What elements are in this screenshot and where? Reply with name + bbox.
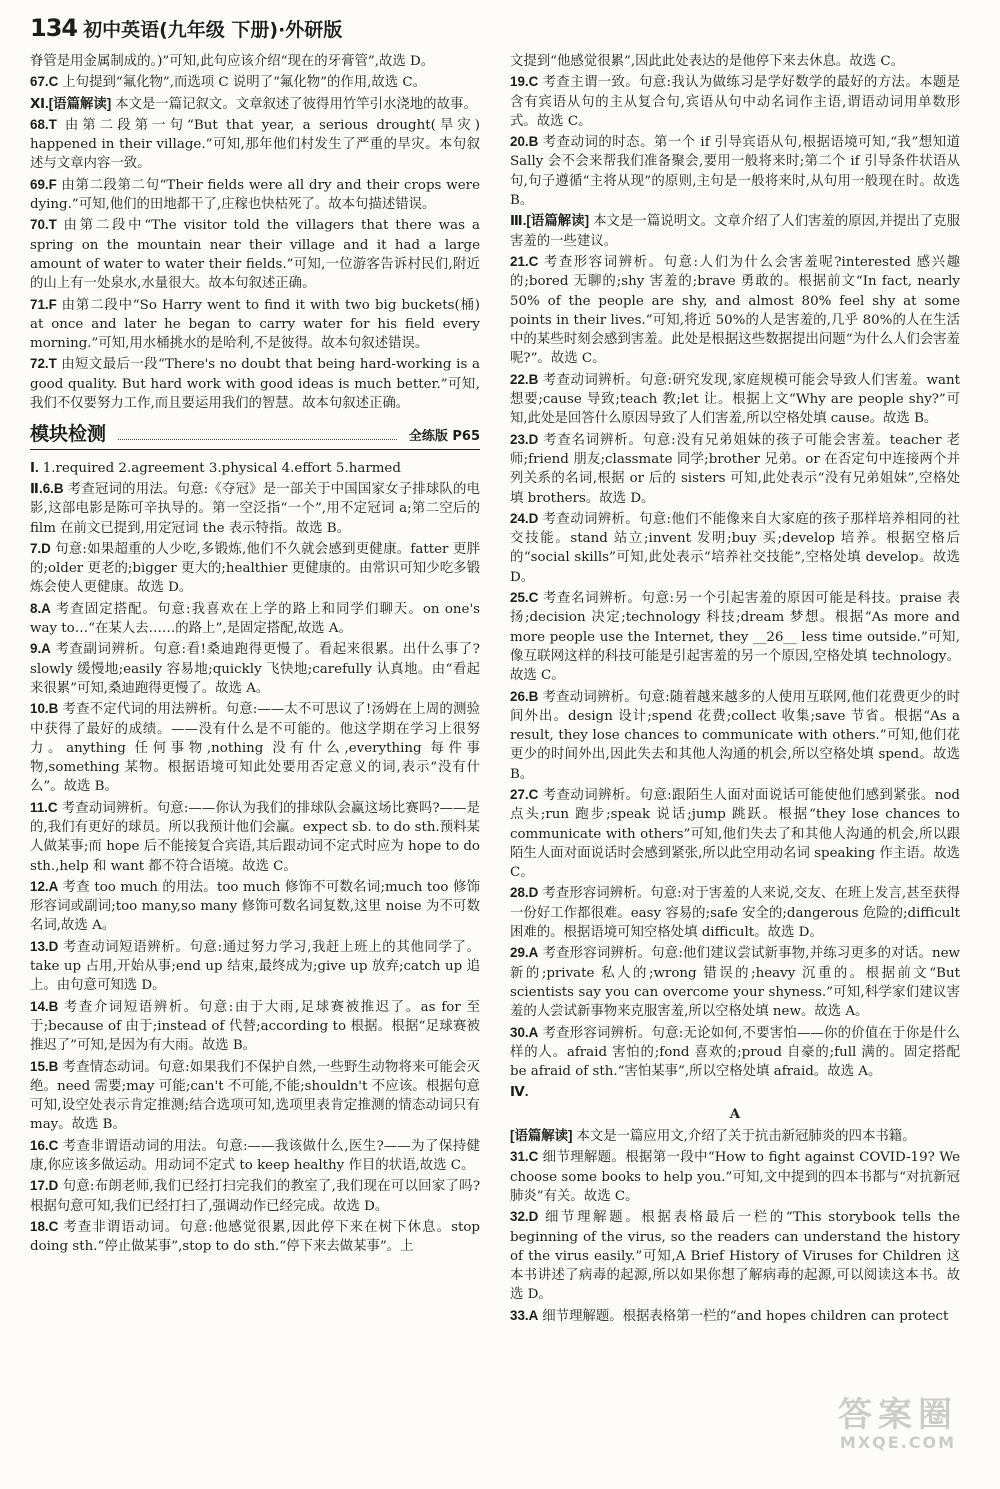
answer-entry: [30, 175, 480, 215]
answer-entry: [510, 1207, 960, 1304]
entry-number: 14.B: [30, 998, 59, 1014]
entry-number: 9.A: [30, 641, 51, 657]
entry-number: 28.D: [510, 885, 539, 901]
answer-entry: [30, 115, 480, 174]
answer-entry: [30, 699, 480, 796]
entry-number: 13.D: [30, 938, 59, 954]
answer-entry: [30, 798, 480, 876]
entry-text: 考查动词辨析。句意:研究发现,家庭规模可能会导致人们害羞。want 想要;cause 导致;teach 教;let 让。根据上文“Why are people shy?”可知,此处是回答什么原因导致了人们害羞,所以空格处填 cause。故选 B。: [510, 372, 960, 427]
answer-entry: [510, 1306, 960, 1326]
entry-text: 考查情态动词。句意:如果我们不保护自然,一些野生动物将来可能会灭绝。need 需要;may 可能;can't 不可能,不能;shouldn't 不应该。根据句意可知,设空处表示肯定推测;结合选项可知,选项里表肯定推测的情态动词只有 may。故选 B。: [30, 1059, 480, 1133]
entry-number: 25.C: [510, 590, 539, 606]
left-column: [30, 52, 480, 1258]
watermark-line2: MXQE.COM: [839, 1433, 957, 1452]
left-entries: [30, 52, 480, 413]
answer-entry: [510, 785, 960, 882]
entry-text: 考查动词的时态。第一个 if 引导宾语从句,根据语境可知,“我”想知道 Sally 会不会来帮我们准备聚会,要用一般将来时;第二个 if 引导条件状语从句,句子遵循“主将从现”的原则,主句是一般将来时,从句用一般现在时。故选 B。: [510, 135, 960, 209]
section-title-text: 模块检测: [30, 423, 107, 446]
entry-number: 18.C: [30, 1218, 59, 1234]
entry-text: 考查动词辨析。句意:随着越来越多的人使用互联网,他们花费更少的时间外出。design 设计;spend 花费;collect 收集;save 节省。根据“As a result, they lose chances to communicate with others.”可知,他们花更少的时间外出,因此失去和其他人沟通的机会,所以空格处填 spend。故选 B。: [510, 689, 960, 782]
entry-number: 67.C: [30, 74, 59, 90]
answer-entry: [30, 639, 480, 698]
answer-entry: [510, 132, 960, 210]
watermark-line1: 答案圈: [838, 1395, 958, 1435]
page-number: 134: [30, 14, 78, 42]
entry-text: 由第二段中“So Harry went to find it with two big buckets(桶) at once and later he began to carry water for his field every morning.”可知,用水桶挑水的是哈利,不是彼得。故本句叙述错误。: [30, 297, 480, 352]
entry-text: 上句提到“氟化物”,而选项 C 说明了“氟化物”的作用,故选 C。: [62, 75, 427, 91]
leader-dots: [118, 439, 397, 440]
entry-text: 考查形容词辨析。句意:对于害羞的人来说,交友、在班上发言,甚至获得一份好工作都很难。easy 容易的;safe 安全的;dangerous 危险的;difficult 困难的。根据语境可知空格处填 difficult。故选 D。: [510, 886, 960, 941]
answer-entry: [30, 937, 480, 996]
answer-entry: [510, 52, 960, 71]
answer-entry: [30, 215, 480, 293]
entry-number: Ⅰ.: [30, 459, 39, 475]
entry-number: 68.T: [30, 116, 57, 132]
entry-text: 细节理解题。根据表格第一栏的“and hopes children can protect: [542, 1308, 949, 1324]
entry-text: 考查名词辨析。句意:另一个引起害羞的原因可能是科技。praise 表扬;decision 决定;technology 科技;dream 梦想。根据“As more and more people use the Internet, they __26__ less time outside.”可知,像互联网这样的科技可能是引起害羞的另一个原因,空格处填 technology。故选 C。: [510, 591, 960, 684]
entry-text: 考查固定搭配。句意:我喜欢在上学的路上和同学们聊天。on one's way to…“在某人去……的路上”,是固定搭配,故选 A。: [30, 601, 480, 637]
answer-entry: [510, 211, 960, 251]
entry-number: 16.C: [30, 1137, 59, 1153]
entry-number: [语篇解读]: [510, 1128, 573, 1144]
entry-number: 15.B: [30, 1058, 59, 1074]
answer-entry: [510, 252, 960, 369]
entry-text: 考查非谓语动词的用法。句意:——我该做什么,医生?——为了保持健康,你应该多做运动。用动词不定式 to keep healthy 作目的状语,故选 C。: [30, 1138, 480, 1174]
entry-text: 本文是一篇应用文,介绍了关于抗击新冠肺炎的四本书籍。: [576, 1129, 916, 1145]
answer-entry: [30, 354, 480, 413]
answer-entry: [510, 588, 960, 685]
entry-text: 考查非谓语动词。句意:他感觉很累,因此停下来在树下休息。stop doing sth.“停止做某事”,stop to do sth.“停下来去做某事”。上: [30, 1219, 480, 1255]
entry-text: 本文是一篇记叙文。文章叙述了彼得用竹竿引水浇地的故事。: [115, 96, 477, 112]
entry-number: 31.C: [510, 1149, 539, 1165]
answer-entry: [510, 687, 960, 784]
entry-text: 细节理解题。根据第一段中“How to fight against COVID-19? We choose some books to help you.”可知,文中提到的四本书都与“对抗新冠肺炎”有关。故选 C。: [510, 1150, 960, 1204]
entry-number: 19.C: [510, 74, 539, 90]
entry-text: 考查动词短语辨析。句意:通过努力学习,我赶上班上的其他同学了。take up 占用,开始从事;end up 结束,最终成为;give up 放弃;catch up 追上。由句意可知选 D。: [30, 939, 480, 994]
answer-entry: [510, 1126, 960, 1146]
answer-entry: [510, 1023, 960, 1082]
entry-text: 1.required 2.agreement 3.physical 4.effort 5.harmed: [42, 460, 401, 476]
answer-entry: [510, 883, 960, 942]
entry-text: 由第二段第二句“Their fields were all dry and their crops were dying.”可知,他们的田地都干了,庄稼也快枯死了。故本句描述错误。: [30, 177, 480, 213]
entry-number: 27.C: [510, 786, 539, 802]
entry-number: Ⅱ.6.B: [30, 480, 64, 496]
entry-number: 17.D: [30, 1178, 59, 1194]
answer-entry: [30, 1176, 480, 1216]
entry-text: 考查形容词辨析。句意:无论如何,不要害怕——你的价值在于你是什么样的人。afraid 害怕的;fond 喜欢的;proud 自豪的;full 满的。固定搭配 be afraid of sth.“害怕某事”,所以空格处填 afraid。故选 A。: [510, 1025, 960, 1080]
entry-text: 考查介词短语辨析。句意:由于大雨,足球赛被推迟了。as for 至于;because of 由于;instead of 代替;according to 根据。根据“足球赛被推迟了”可知,是因为有大雨。故选 B。: [30, 999, 480, 1054]
entry-text: 由短文最后一段“There's no doubt that being hard-working is a good quality. But hard work with good ideas is much better.”可知,我们不仅要努力工作,而且要运用我们的智慧。故本句叙述正确。: [30, 357, 480, 412]
page-header: [30, 10, 970, 46]
entry-text: 脊管是用金属制成的。)”可知,此句应该介绍“现在的牙膏管”,故选 D。: [30, 54, 435, 69]
entry-text: 考查动词辨析。句意:——你认为我们的排球队会赢这场比赛吗?——是的,我们有更好的球员。所以我预计他们会赢。expect sb. to do sth.预料某人做某事;而 hope 后不能接复合宾语,其后跟动词不定式时应为 hope to do sth.,help 和 want 都不符合语境。故选 C。: [30, 800, 480, 874]
entry-number: 70.T: [30, 217, 57, 233]
entry-number: 69.F: [30, 176, 57, 192]
entry-number: 32.D: [510, 1209, 539, 1225]
answer-entry: [30, 599, 480, 639]
entry-text: 考查动词辨析。句意:跟陌生人面对面说话可能使他们感到紧张。nod 点头;run 跑步;speak 说话;jump 跳跃。根据“they lose chances to communicate with others”可知,他们失去了和其他人沟通的机会,所以跟陌生人面对面说话时会感到紧张,所以此空用动名词 speaking 作主语。故选 C。: [510, 787, 960, 881]
entry-text: 本文是一篇说明文。文章介绍了人们害羞的原因,并提出了克服害羞的一些建议。: [510, 214, 960, 249]
entry-text: 由第二段中“The visitor told the villagers that there was a spring on the mountain near their village and it had a large amount of water to water their fields.”可知,一位游客告诉村民们,附近的山上有一处泉水,水量很大。故本句叙述正确。: [30, 218, 480, 292]
entry-text: 考查名词辨析。句意:没有兄弟姐妹的孩子可能会害羞。teacher 老师;friend 朋友;classmate 同学;brother 兄弟。or 在否定句中连接两个并列关系的名词,根据 or 后的 sisters 可知,此处表示“没有兄弟姐妹”,空格处填 brothers。故选 D。: [510, 432, 960, 506]
answer-entry: [30, 877, 480, 936]
answer-entry: [30, 72, 480, 92]
answer-entry: [30, 52, 480, 71]
entry-text: 由第二段第一句“But that year, a serious drought(旱灾) happened in their village.”可知,那年他们村发生了严重的旱灾。本句叙述与文章内容一致。: [30, 117, 480, 172]
answer-entry: [510, 509, 960, 587]
answer-entry: [510, 943, 960, 1021]
answer-entry: [510, 1082, 960, 1102]
right-column: [510, 52, 960, 1327]
entry-number: 71.F: [30, 296, 57, 312]
passage-subheading: A: [729, 1105, 741, 1122]
entry-number: 11.C: [30, 799, 58, 815]
answer-entry: [30, 997, 480, 1056]
entry-number: 30.A: [510, 1024, 539, 1040]
answer-entry: [30, 295, 480, 354]
answer-entry: [510, 72, 960, 131]
answer-entry: [30, 458, 480, 478]
entry-number: Ⅺ.[语篇解读]: [30, 95, 112, 111]
answer-entry: [30, 1136, 480, 1176]
entry-text: 考查动词辨析。句意:他们不能像来自大家庭的孩子那样培养相同的社交技能。stand 站立;invent 发明;buy 买;develop 培养。根据空格后的“social skills”可知,此处表示“培养社交技能”,空格处填 develop。故选 D。: [510, 511, 960, 585]
entry-number: 24.D: [510, 510, 539, 526]
entry-text: 文提到“他感觉很累”,因此此处表达的是他停下来去休息。故选 C。: [510, 54, 904, 69]
entry-number: 8.A: [30, 600, 51, 616]
entry-number: 21.C: [510, 253, 539, 269]
entry-text: 句意:如果超重的人少吃,多锻炼,他们不久就会感到更健康。fatter 更胖的;older 更老的;bigger 更大的;healthier 更健康的。由常识可知少吃多锻炼会使人更健康。故选 D。: [30, 541, 480, 596]
entry-text: 考查形容词辨析。句意:人们为什么会害羞呢?interested 感兴趣的;bored 无聊的;shy 害羞的;brave 勇敢的。根据前文“In fact, nearly 50% of the people are shy, and almost 80% feel shy at some points in their lives.”可知,将近 50%的人是害羞的,几乎 80%的人在生活中的某些时刻会感到害羞。此处是根据这些数据提出问题“为什么人们会害羞呢?”。故选 C。: [510, 254, 960, 367]
entry-number: 33.A: [510, 1307, 539, 1323]
entry-number: Ⅳ.: [510, 1084, 529, 1100]
answer-entry: [30, 94, 480, 114]
entry-number: 23.D: [510, 431, 539, 447]
section-reference: 全练版 P65: [408, 429, 480, 445]
answer-entry: [30, 479, 480, 538]
entry-number: 7.D: [30, 540, 51, 556]
answer-entry: [30, 1057, 480, 1135]
entry-text: 考查 too much 的用法。too much 修饰不可数名词;much too 修饰形容词或副词;too many,so many 修饰可数名词复数,这里 noise 为不可数名词,故选 A。: [30, 879, 480, 934]
entry-number: Ⅲ.[语篇解读]: [510, 213, 590, 229]
entry-number: 20.B: [510, 134, 539, 150]
entry-text: 考查形容词辨析。句意:他们建议尝试新事物,并练习更多的对话。new 新的;private 私人的;wrong 错误的;heavy 沉重的。根据前文“But scientists say you can overcome your shyness.”可知,科学家们建议害羞的人尝试新事物来克服害羞,所以空格处填 new。故选 A。: [510, 946, 960, 1020]
entry-text: 考查副词辨析。句意:看!桑迪跑得更慢了。看起来很累。出什么事了?slowly 缓慢地;easily 容易地;quickly 飞快地;carefully 认真地。由“看起来很累”可知,桑迪跑得更慢了。故选 A。: [30, 642, 480, 696]
answer-entry: [30, 539, 480, 598]
entry-text: 考查主谓一致。句意:我认为做练习是学好数学的最好的方法。本题是含有宾语从句的主从复合句,宾语从句中动名词作主语,谓语动词用单数形式。故选 C。: [510, 75, 960, 129]
entry-text: 细节理解题。根据表格最后一栏的“This storybook tells the beginning of the virus, so the readers can understand the history of the virus easily.”可知,A Brief History of Viruses for Children 这本书讲述了病毒的起源,所以如果你想了解病毒的起源,可以阅读这本书。故选 D。: [510, 1210, 960, 1303]
entry-number: 72.T: [30, 356, 57, 372]
entry-text: 考查不定代词的用法辨析。句意:——太不可思议了!汤姆在上周的测验中获得了最好的成绩。——没有什么是不可能的。他这学期在学习上很努力。anything 任何事物,nothing 没有什么,everything 每件事物,something 某物。根据语境可知此处要用否定意义的词,表示“没有什么”。故选 B。: [30, 702, 480, 795]
answer-entry: [510, 430, 960, 508]
book-title: 初中英语(九年级 下册)·外研版: [83, 18, 343, 41]
section-entries: [30, 458, 480, 1257]
entry-text: 考查冠词的用法。句意:《夺冠》是一部关于中国国家女子排球队的电影,这部电影是陈可辛执导的。第一空泛指“一个”,用不定冠词 a;第二空后的 film 在前文已提到,用定冠词 the 表示特指。故选 B。: [30, 481, 480, 536]
entry-text: 句意:布朗老师,我们已经打扫完我们的教室了,我们现在可以回家了吗?根据句意可知,我们已经打扫了,强调动作已经完成。故选 D。: [30, 1179, 480, 1214]
entry-number: 10.B: [30, 701, 59, 717]
entry-number: 29.A: [510, 945, 539, 961]
answer-entry: [510, 370, 960, 429]
answer-entry: [510, 1147, 960, 1206]
answer-entry: [30, 1217, 480, 1257]
right-entries: [510, 52, 960, 1326]
section-title: [30, 425, 480, 449]
entry-number: 26.B: [510, 688, 539, 704]
entry-number: 12.A: [30, 878, 59, 894]
watermark-logo: [818, 1397, 978, 1459]
entry-number: 22.B: [510, 371, 539, 387]
